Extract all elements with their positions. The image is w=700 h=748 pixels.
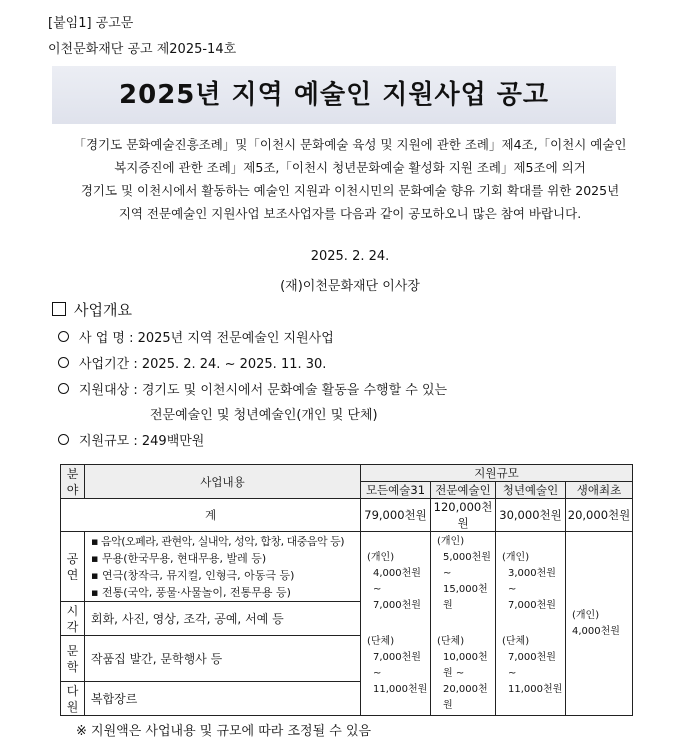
amount-professional bbox=[431, 532, 496, 716]
intro-line-3: 경기도 및 이천시에서 활동하는 예술인 지원과 이천시민의 문화예술 향유 기회 확대를 위한 2025년 bbox=[80, 183, 620, 198]
total-cell: 30,000천원 bbox=[496, 499, 566, 532]
col-youth: 청년예술인 bbox=[496, 482, 566, 499]
circle-bullet-icon bbox=[58, 357, 69, 368]
amount-first-time bbox=[566, 532, 633, 716]
category-literature: 문 학 bbox=[61, 636, 85, 682]
amount-value: 3,000천원 ~ 7,000천원 bbox=[508, 567, 556, 611]
notice-number: 이천문화재단 공고 제2025-14호 bbox=[48, 42, 237, 57]
list-item: ▪ 연극(창작극, 뮤지컬, 인형극, 아동극 등) bbox=[91, 568, 295, 582]
circle-bullet-icon bbox=[58, 383, 69, 394]
col-first-time: 생애최초 bbox=[566, 482, 633, 499]
circle-bullet-icon bbox=[58, 331, 69, 342]
multi-items: 복합장르 bbox=[85, 682, 361, 716]
page-title: 2025년 지역 예술인 지원사업 공고 bbox=[119, 80, 549, 110]
intro-line-2: 복지증진에 관한 조례」제5조,「이천시 청년문화예술 활성화 지원 조례」제5조에 의거 bbox=[114, 160, 586, 175]
amount-label: (개인) bbox=[437, 535, 465, 547]
title-banner bbox=[52, 66, 616, 124]
overview-period-text: 사업기간 : 2025. 2. 24. ~ 2025. 11. 30. bbox=[79, 357, 327, 372]
amount-value: 4,000천원 ~ 7,000천원 bbox=[373, 567, 421, 611]
attachment-label: [붙임1] 공고문 bbox=[48, 16, 134, 31]
amount-label: (단체) bbox=[502, 635, 530, 647]
footnote: ※ 지원액은 사업내용 및 규모에 따라 조정될 수 있음 bbox=[76, 724, 372, 739]
overview-name-text: 사 업 명 : 2025년 지역 전문예술인 지원사업 bbox=[79, 331, 334, 346]
overview-period bbox=[58, 353, 326, 372]
overview-scale-text: 지원규모 : 249백만원 bbox=[79, 434, 205, 449]
checkbox-square-icon bbox=[52, 302, 66, 316]
category-performance: 공 연 bbox=[61, 532, 85, 602]
amount-value: 7,000천원 ~ 11,000천원 bbox=[508, 651, 563, 695]
issuer: (재)이천문화재단 이사장 bbox=[280, 279, 420, 294]
section-heading bbox=[52, 299, 132, 320]
overview-target-text: 지원대상 : 경기도 및 이천시에서 문화예술 활동을 수행할 수 있는 bbox=[79, 383, 448, 398]
category-multi: 다 원 bbox=[61, 682, 85, 716]
performance-items bbox=[85, 532, 361, 602]
amount-value: 7,000천원 ~ 11,000천원 bbox=[373, 651, 428, 695]
header-content: 사업내용 bbox=[85, 465, 361, 499]
amount-label: (단체) bbox=[367, 635, 395, 647]
amount-label: (개인) bbox=[367, 551, 395, 563]
amount-label: (개인) bbox=[502, 551, 530, 563]
amount-label: (단체) bbox=[437, 635, 465, 647]
visual-items: 회화, 사진, 영상, 조각, 공예, 서예 등 bbox=[85, 602, 361, 636]
section-title: 사업개요 bbox=[74, 301, 132, 319]
list-item: ▪ 전통(국악, 풍물·사물놀이, 전통무용 등) bbox=[91, 585, 291, 599]
header-category: 분 야 bbox=[61, 465, 85, 499]
overview-name bbox=[58, 327, 334, 346]
intro-line-1: 「경기도 문화예술진흥조례」및「이천시 문화예술 육성 및 지원에 관한 조례」제4조,「이천시 예술인 bbox=[73, 137, 627, 152]
support-table bbox=[60, 464, 633, 716]
total-cell: 120,000천원 bbox=[431, 499, 496, 532]
list-item: ▪ 음악(오페라, 관현악, 실내악, 성악, 합창, 대중음악 등) bbox=[91, 534, 345, 548]
amount-label: (개인) bbox=[572, 609, 600, 621]
circle-bullet-icon bbox=[58, 434, 69, 445]
amount-value: 5,000천원 ~ 15,000천원 bbox=[443, 551, 491, 611]
col-all-arts: 모든예술31 bbox=[361, 482, 431, 499]
header-scale: 지원규모 bbox=[361, 465, 633, 482]
overview-target bbox=[58, 379, 447, 398]
col-professional: 전문예술인 bbox=[431, 482, 496, 499]
total-cell: 20,000천원 bbox=[566, 499, 633, 532]
amount-youth bbox=[496, 532, 566, 716]
notice-date: 2025. 2. 24. bbox=[310, 249, 390, 264]
total-cell: 79,000천원 bbox=[361, 499, 431, 532]
amount-all-arts bbox=[361, 532, 431, 716]
total-label: 계 bbox=[61, 499, 361, 532]
list-item: ▪ 무용(한국무용, 현대무용, 발레 등) bbox=[91, 551, 267, 565]
amount-value: 4,000천원 bbox=[572, 625, 620, 637]
overview-scale bbox=[58, 430, 204, 449]
intro-line-4: 지역 전문예술인 지원사업 보조사업자를 다음과 같이 공모하오니 많은 참여 바랍니다. bbox=[118, 206, 582, 221]
amount-value: 10,000천원 ~ 20,000천원 bbox=[443, 651, 488, 711]
category-visual: 시 각 bbox=[61, 602, 85, 636]
literature-items: 작품집 발간, 문학행사 등 bbox=[85, 636, 361, 682]
overview-target-cont: 전문예술인 및 청년예술인(개인 및 단체) bbox=[150, 408, 378, 423]
